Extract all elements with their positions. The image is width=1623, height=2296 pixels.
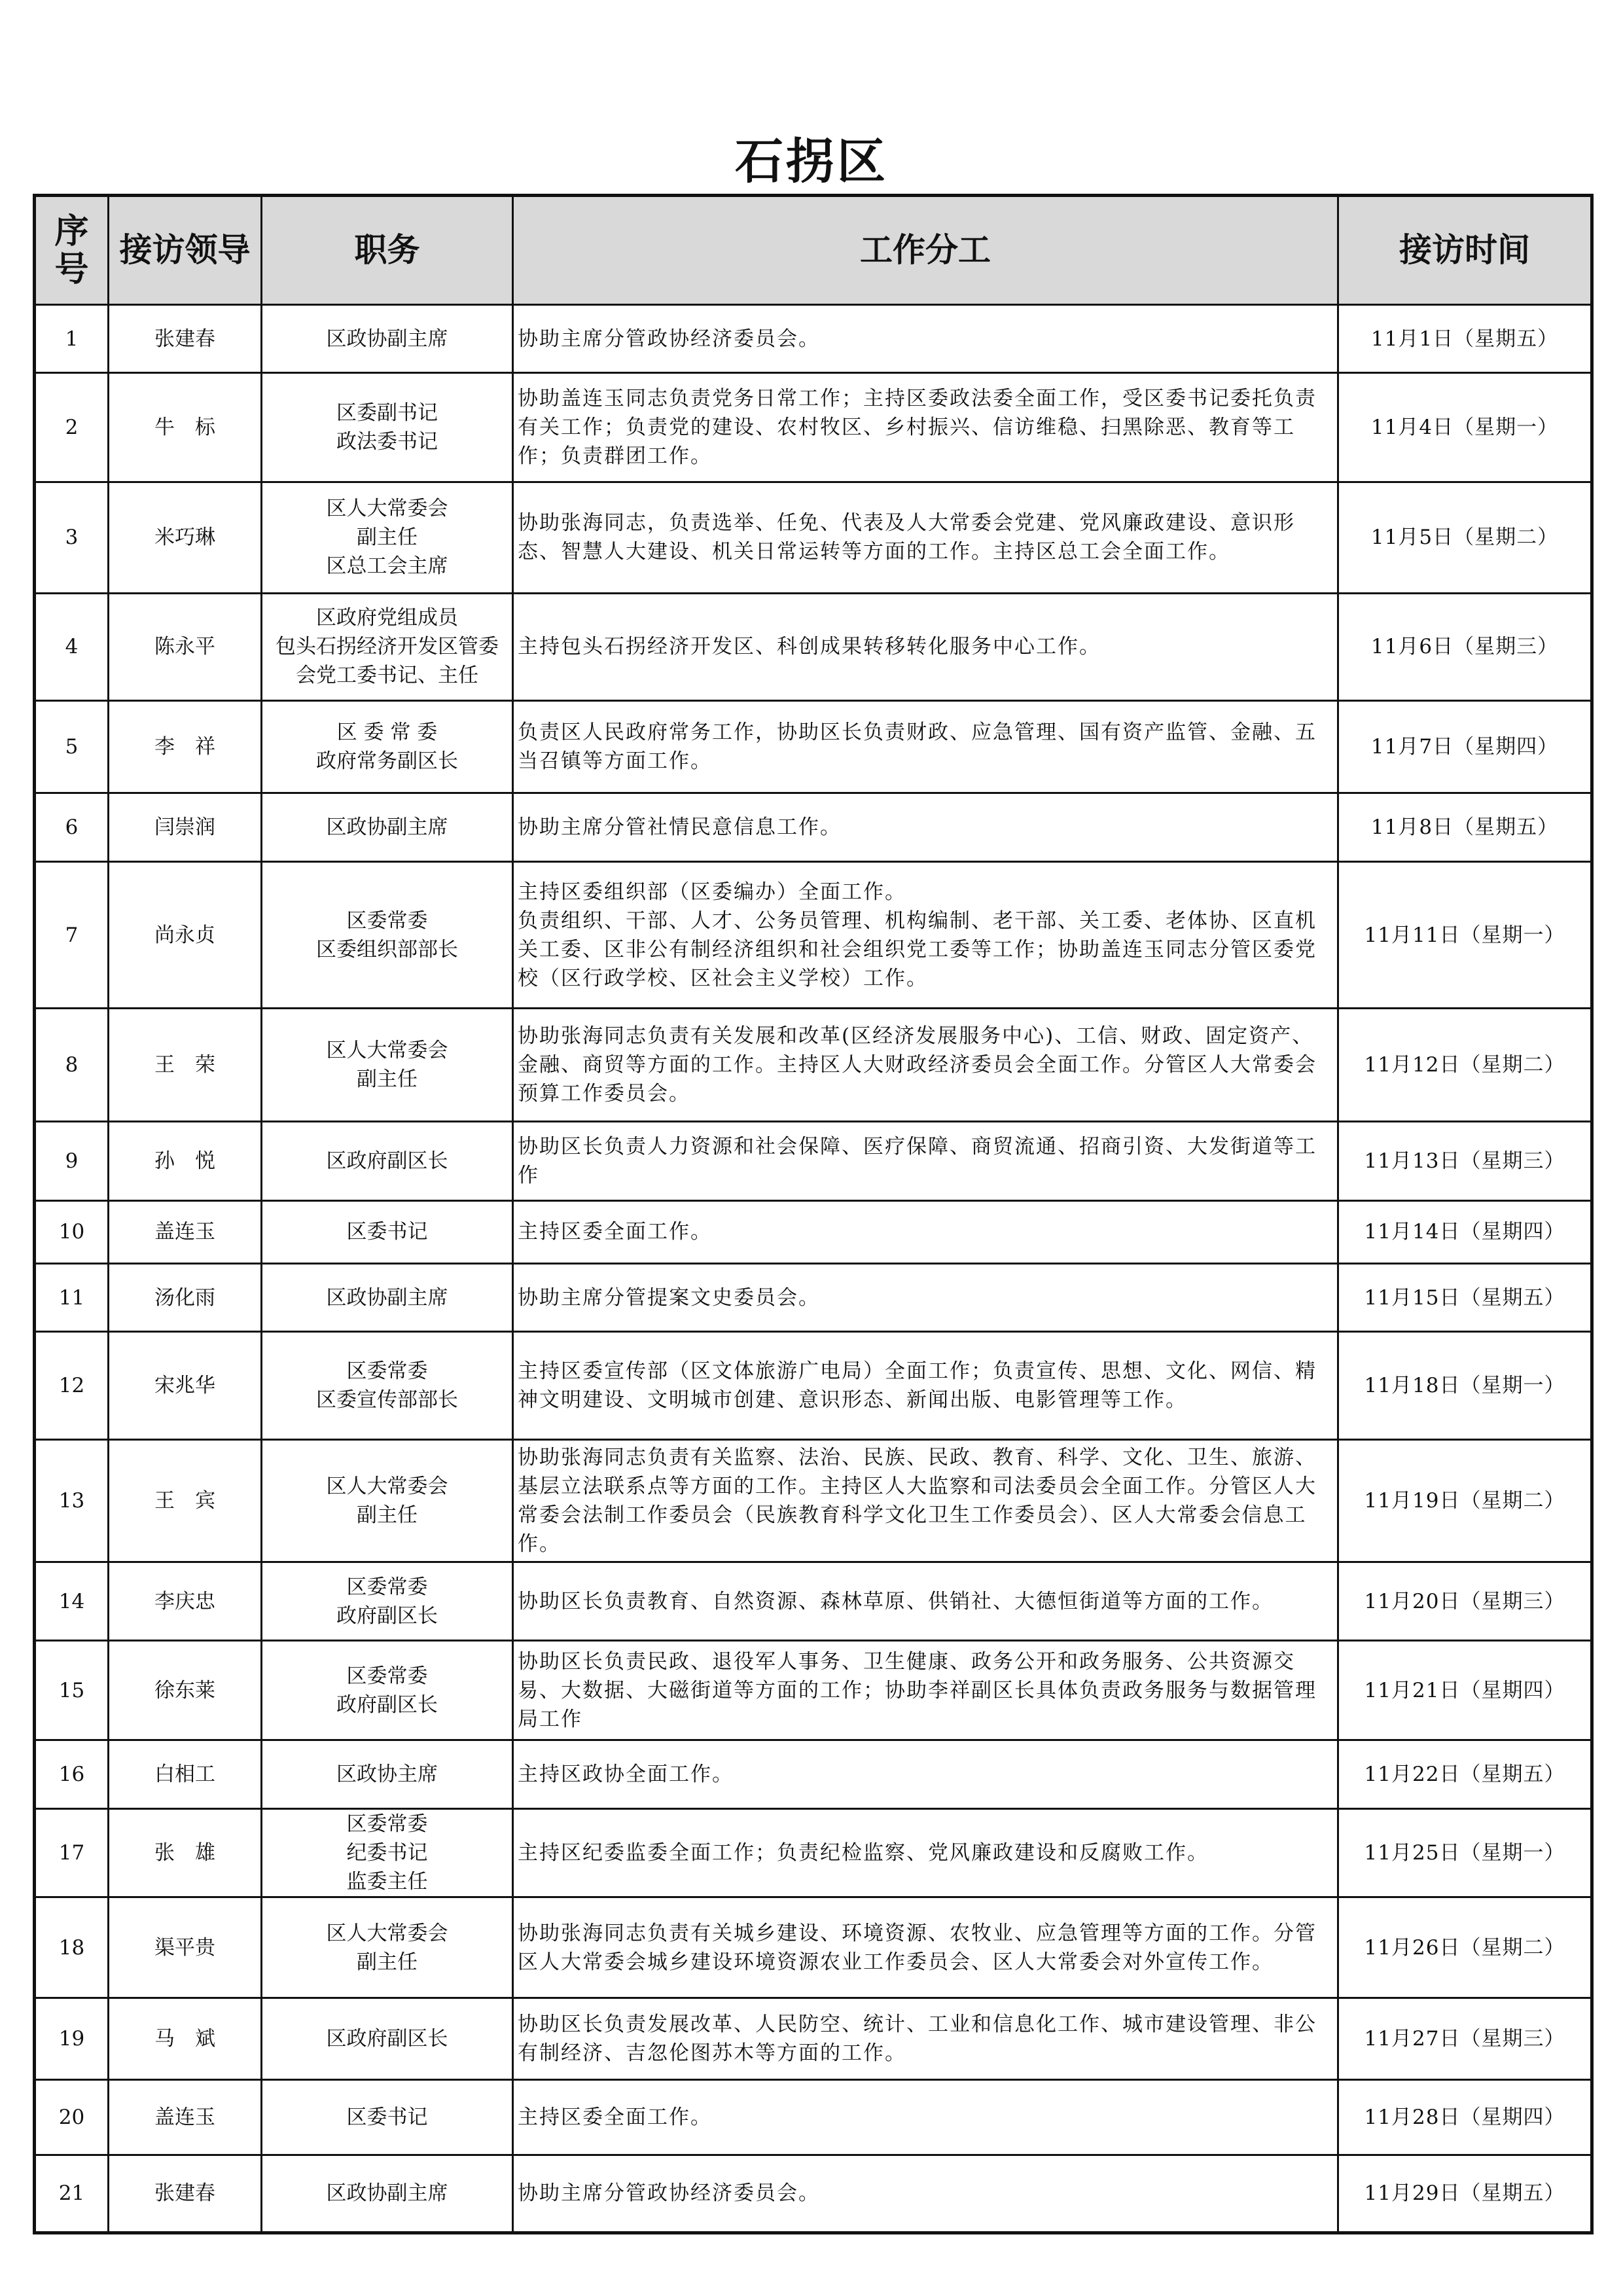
- leader-position: 区委常委 区委宣传部部长: [262, 1332, 513, 1439]
- work-division: 负责区人民政府常务工作，协助区长负责财政、应急管理、国有资产监管、金融、五当召镇等方面工作。: [513, 700, 1338, 793]
- work-division: 协助张海同志负责有关城乡建设、环境资源、农牧业、应急管理等方面的工作。分管区人大常委会城乡建设环境资源农业工作委员会、区人大常委会对外宣传工作。: [513, 1897, 1338, 1998]
- row-number: 17: [35, 1809, 109, 1897]
- leader-position: 区人大常委会 副主任: [262, 1897, 513, 1998]
- leader-name: 闫崇润: [109, 793, 262, 861]
- leader-name: 牛 标: [109, 373, 262, 482]
- reception-time: 11月11日（星期一）: [1338, 862, 1592, 1009]
- table-row: [35, 1008, 1592, 1121]
- leader-name: 宋兆华: [109, 1332, 262, 1439]
- leader-position: 区 委 常 委 政府常务副区长: [262, 700, 513, 793]
- row-number: 3: [35, 482, 109, 593]
- leader-position: 区政协副主席: [262, 2155, 513, 2233]
- leader-position: 区政协副主席: [262, 793, 513, 861]
- leader-name: 盖连玉: [109, 1200, 262, 1263]
- table-row: [35, 373, 1592, 482]
- table-row: [35, 793, 1592, 861]
- leader-name: 盖连玉: [109, 2080, 262, 2155]
- row-number: 15: [35, 1641, 109, 1740]
- leader-position: 区政府副区长: [262, 1122, 513, 1200]
- row-number: 20: [35, 2080, 109, 2155]
- reception-time: 11月12日（星期二）: [1338, 1008, 1592, 1121]
- row-number: 12: [35, 1332, 109, 1439]
- leader-position: 区政协副主席: [262, 1263, 513, 1331]
- work-division: 主持区纪委监委全面工作；负责纪检监察、党风廉政建设和反腐败工作。: [513, 1809, 1338, 1897]
- work-division: 协助区长负责发展改革、人民防空、统计、工业和信息化工作、城市建设管理、非公有制经济、吉忽伦图苏木等方面的工作。: [513, 1998, 1338, 2079]
- work-division: 主持区政协全面工作。: [513, 1740, 1338, 1808]
- reception-time: 11月8日（星期五）: [1338, 793, 1592, 861]
- leader-position: 区人大常委会 副主任 区总工会主席: [262, 482, 513, 593]
- work-division: 主持包头石拐经济开发区、科创成果转移转化服务中心工作。: [513, 594, 1338, 700]
- row-number: 8: [35, 1008, 109, 1121]
- row-number: 10: [35, 1200, 109, 1263]
- leader-position: 区委常委 政府副区长: [262, 1562, 513, 1641]
- table-row: [35, 1200, 1592, 1263]
- reception-time: 11月20日（星期三）: [1338, 1562, 1592, 1641]
- work-division: 主持区委全面工作。: [513, 2080, 1338, 2155]
- leader-position: 区人大常委会 副主任: [262, 1008, 513, 1121]
- header-duty: 工作分工: [513, 196, 1338, 305]
- reception-time: 11月13日（星期三）: [1338, 1122, 1592, 1200]
- leader-position: 区委常委 政府副区长: [262, 1641, 513, 1740]
- reception-time: 11月21日（星期四）: [1338, 1641, 1592, 1740]
- reception-time: 11月19日（星期二）: [1338, 1439, 1592, 1562]
- work-division: 协助盖连玉同志负责党务日常工作；主持区委政法委全面工作，受区委书记委托负责有关工作；负责党的建设、农村牧区、乡村振兴、信访维稳、扫黑除恶、教育等工作；负责群团工作。: [513, 373, 1338, 482]
- reception-time: 11月25日（星期一）: [1338, 1809, 1592, 1897]
- table-row: [35, 594, 1592, 700]
- work-division: 协助区长负责民政、退役军人事务、卫生健康、政务公开和政务服务、公共资源交易、大数据、大磁街道等方面的工作；协助李祥副区长具体负责政务服务与数据管理局工作: [513, 1641, 1338, 1740]
- page-title: 石拐区: [735, 134, 888, 190]
- table-row: [35, 1641, 1592, 1740]
- work-division: 主持区委宣传部（区文体旅游广电局）全面工作；负责宣传、思想、文化、网信、精神文明建设、文明城市创建、意识形态、新闻出版、电影管理等工作。: [513, 1332, 1338, 1439]
- row-number: 21: [35, 2155, 109, 2233]
- leader-name: 汤化雨: [109, 1263, 262, 1331]
- work-division: 协助主席分管提案文史委员会。: [513, 1263, 1338, 1331]
- row-number: 6: [35, 793, 109, 861]
- reception-time: 11月15日（星期五）: [1338, 1263, 1592, 1331]
- leader-position: 区人大常委会 副主任: [262, 1439, 513, 1562]
- row-number: 19: [35, 1998, 109, 2079]
- row-number: 14: [35, 1562, 109, 1641]
- leader-name: 张 雄: [109, 1809, 262, 1897]
- work-division: 协助区长负责教育、自然资源、森林草原、供销社、大德恒街道等方面的工作。: [513, 1562, 1338, 1641]
- leader-position: 区委常委 区委组织部部长: [262, 862, 513, 1009]
- reception-time: 11月22日（星期五）: [1338, 1740, 1592, 1808]
- leader-name: 张建春: [109, 2155, 262, 2233]
- leader-position: 区委副书记 政法委书记: [262, 373, 513, 482]
- work-division: 协助张海同志，负责选举、任免、代表及人大常委会党建、党风廉政建设、意识形态、智慧人大建设、机关日常运转等方面的工作。主持区总工会全面工作。: [513, 482, 1338, 593]
- row-number: 1: [35, 305, 109, 373]
- leader-name: 李庆忠: [109, 1562, 262, 1641]
- leader-name: 张建春: [109, 305, 262, 373]
- reception-time: 11月4日（星期一）: [1338, 373, 1592, 482]
- table-row: [35, 1439, 1592, 1562]
- header-position: 职务: [262, 196, 513, 305]
- table-row: [35, 1998, 1592, 2079]
- leader-position: 区委常委 纪委书记 监委主任: [262, 1809, 513, 1897]
- reception-schedule-table: [33, 194, 1594, 2234]
- leader-name: 陈永平: [109, 594, 262, 700]
- work-division: 协助区长负责人力资源和社会保障、医疗保障、商贸流通、招商引资、大发街道等工作: [513, 1122, 1338, 1200]
- table-row: [35, 700, 1592, 793]
- row-number: 5: [35, 700, 109, 793]
- row-number: 2: [35, 373, 109, 482]
- reception-time: 11月28日（星期四）: [1338, 2080, 1592, 2155]
- table-row: [35, 1332, 1592, 1439]
- header-time: 接访时间: [1338, 196, 1592, 305]
- table-header-row: [35, 196, 1592, 305]
- header-leader: 接访领导: [109, 196, 262, 305]
- leader-name: 渠平贵: [109, 1897, 262, 1998]
- leader-name: 王 荣: [109, 1008, 262, 1121]
- row-number: 16: [35, 1740, 109, 1808]
- row-number: 4: [35, 594, 109, 700]
- reception-time: 11月5日（星期二）: [1338, 482, 1592, 593]
- reception-time: 11月1日（星期五）: [1338, 305, 1592, 373]
- leader-name: 王 宾: [109, 1439, 262, 1562]
- header-number: 序号: [35, 196, 109, 305]
- work-division: 协助主席分管社情民意信息工作。: [513, 793, 1338, 861]
- table-row: [35, 305, 1592, 373]
- leader-name: 米巧琳: [109, 482, 262, 593]
- work-division: 协助主席分管政协经济委员会。: [513, 2155, 1338, 2233]
- leader-name: 马 斌: [109, 1998, 262, 2079]
- leader-position: 区政协主席: [262, 1740, 513, 1808]
- leader-name: 尚永贞: [109, 862, 262, 1009]
- work-division: 协助张海同志负责有关监察、法治、民族、民政、教育、科学、文化、卫生、旅游、基层立法联系点等方面的工作。主持区人大监察和司法委员会全面工作。分管区人大常委会法制工作委员会（民族教育科学文化卫生工作委员会）、区人大常委会信息工作。: [513, 1439, 1338, 1562]
- row-number: 7: [35, 862, 109, 1009]
- table-row: [35, 1809, 1592, 1897]
- leader-position: 区政府副区长: [262, 1998, 513, 2079]
- leader-name: 李 祥: [109, 700, 262, 793]
- table-row: [35, 1740, 1592, 1808]
- work-division: 协助张海同志负责有关发展和改革(区经济发展服务中心)、工信、财政、固定资产、金融、商贸等方面的工作。主持区人大财政经济委员会全面工作。分管区人大常委会预算工作委员会。: [513, 1008, 1338, 1121]
- leader-name: 孙 悦: [109, 1122, 262, 1200]
- table-row: [35, 2080, 1592, 2155]
- reception-time: 11月29日（星期五）: [1338, 2155, 1592, 2233]
- table-row: [35, 2155, 1592, 2233]
- leader-name: 白相工: [109, 1740, 262, 1808]
- leader-position: 区政府党组成员 包头石拐经济开发区管委会党工委书记、主任: [262, 594, 513, 700]
- table-row: [35, 482, 1592, 593]
- row-number: 18: [35, 1897, 109, 1998]
- reception-time: 11月6日（星期三）: [1338, 594, 1592, 700]
- row-number: 13: [35, 1439, 109, 1562]
- work-division: 主持区委组织部（区委编办）全面工作。 负责组织、干部、人才、公务员管理、机构编制、老干部、关工委、老体协、区直机关工委、区非公有制经济组织和社会组织党工委等工作；协助盖连玉同志分管区委党校（区行政学校、区社会主义学校）工作。: [513, 862, 1338, 1009]
- leader-position: 区委书记: [262, 1200, 513, 1263]
- reception-time: 11月18日（星期一）: [1338, 1332, 1592, 1439]
- reception-time: 11月26日（星期二）: [1338, 1897, 1592, 1998]
- reception-time: 11月14日（星期四）: [1338, 1200, 1592, 1263]
- leader-name: 徐东莱: [109, 1641, 262, 1740]
- row-number: 9: [35, 1122, 109, 1200]
- table-row: [35, 1562, 1592, 1641]
- table-row: [35, 862, 1592, 1009]
- leader-position: 区委书记: [262, 2080, 513, 2155]
- table-row: [35, 1263, 1592, 1331]
- table-row: [35, 1122, 1592, 1200]
- reception-time: 11月7日（星期四）: [1338, 700, 1592, 793]
- table-row: [35, 1897, 1592, 1998]
- work-division: 主持区委全面工作。: [513, 1200, 1338, 1263]
- work-division: 协助主席分管政协经济委员会。: [513, 305, 1338, 373]
- reception-time: 11月27日（星期三）: [1338, 1998, 1592, 2079]
- leader-position: 区政协副主席: [262, 305, 513, 373]
- row-number: 11: [35, 1263, 109, 1331]
